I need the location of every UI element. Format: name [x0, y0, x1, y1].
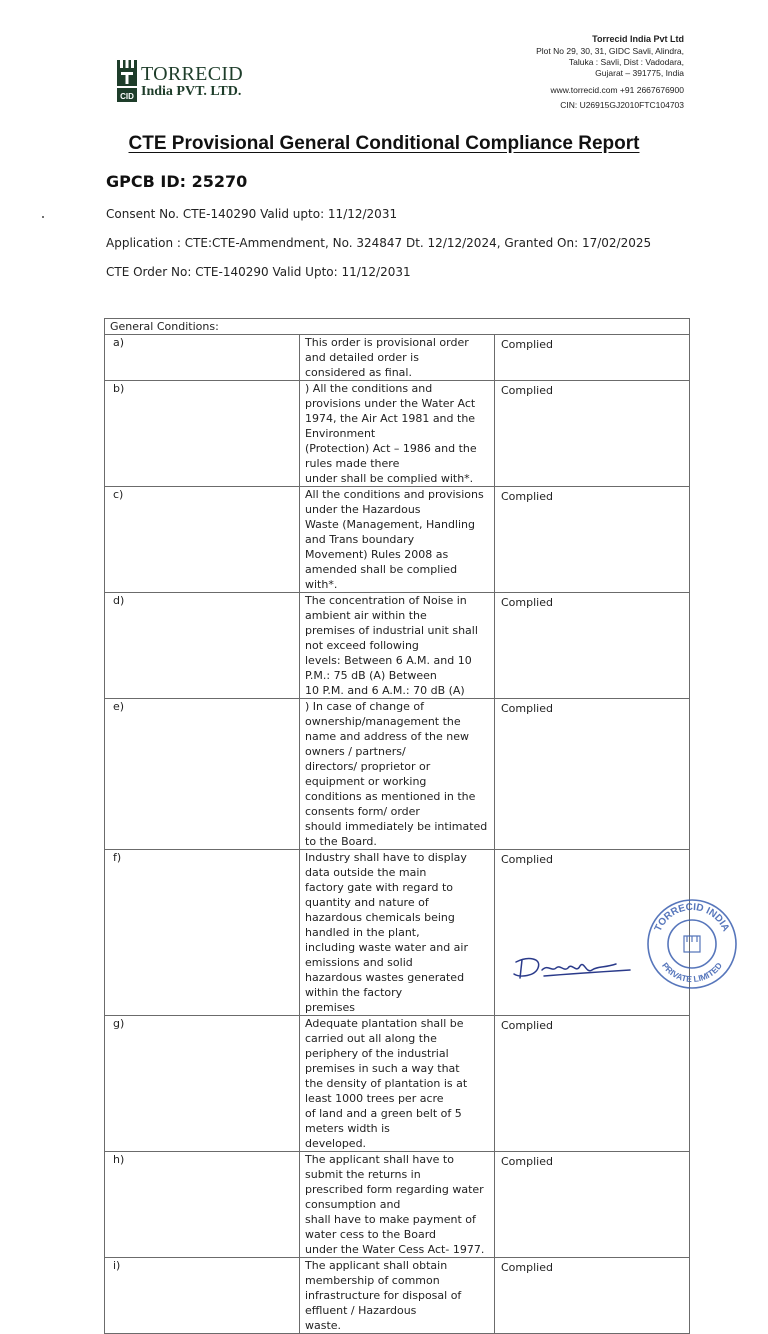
table-heading-row: [105, 319, 690, 335]
condition-id: h): [105, 1152, 300, 1258]
condition-row: [105, 381, 690, 487]
condition-text-line: waste.: [305, 1319, 342, 1332]
compliance-status: Complied: [495, 850, 690, 1016]
condition-row: [105, 1258, 690, 1334]
condition-text-line: Industry shall have to display data outside the main: [305, 851, 467, 879]
condition-text-line: premises of industrial unit shall not exceed following: [305, 624, 478, 652]
website-phone: www.torrecid.com +91 2667676900: [550, 85, 684, 95]
condition-text-line: ) In case of change of ownership/management the: [305, 700, 461, 728]
condition-text-line: hazardous chemicals being handled in the plant,: [305, 911, 455, 939]
svg-text:CID: CID: [120, 92, 134, 101]
address-line: Gujarat – 391775, India: [595, 68, 684, 78]
condition-text: [300, 1258, 495, 1334]
condition-text-line: periphery of the industrial premises in such a way that: [305, 1047, 460, 1075]
condition-text-line: infrastructure for disposal of effluent / Hazardous: [305, 1289, 462, 1317]
address-line: Plot No 29, 30, 31, GIDC Savli, Alindra,: [536, 46, 684, 56]
condition-text-line: Waste (Management, Handling and Trans boundary: [305, 518, 476, 546]
condition-text-line: developed.: [305, 1137, 367, 1150]
condition-row: [105, 335, 690, 381]
compliance-status: Complied: [495, 1016, 690, 1152]
condition-text-line: considered as final.: [305, 366, 412, 379]
condition-text-line: 10 P.M. and 6 A.M.: 70 dB (A): [305, 684, 465, 697]
condition-text-line: premises: [305, 1001, 356, 1014]
compliance-status: Complied: [495, 1258, 690, 1334]
table-heading: General Conditions:: [105, 319, 690, 335]
report-title: CTE Provisional General Conditional Compliance Report: [128, 133, 640, 154]
logo-name: TORRECID: [141, 63, 244, 85]
condition-text-line: ) All the conditions and provisions under the Water Act: [305, 382, 476, 410]
condition-row: [105, 1016, 690, 1152]
compliance-status: Complied: [495, 335, 690, 381]
condition-text-line: should immediately be intimated to the Board.: [305, 820, 488, 848]
condition-text-line: The applicant shall have to submit the returns in: [305, 1153, 454, 1181]
condition-text-line: including waste water and air emissions and solid: [305, 941, 468, 969]
condition-text-line: under shall be complied with*.: [305, 472, 474, 485]
condition-text-line: This order is provisional order and detailed order is: [305, 336, 469, 364]
condition-id: d): [105, 593, 300, 699]
condition-text-line: levels: Between 6 A.M. and 10 P.M.: 75 dB (A) Between: [305, 654, 472, 682]
condition-text: [300, 593, 495, 699]
condition-text-line: under the Water Cess Act- 1977.: [305, 1243, 485, 1256]
condition-text-line: prescribed form regarding water consumption and: [305, 1183, 484, 1211]
gpcb-id: GPCB ID: 25270: [106, 172, 248, 191]
condition-text-line: of land and a green belt of 5 meters width is: [305, 1107, 462, 1135]
compliance-status: Complied: [495, 1152, 690, 1258]
compliance-status: Complied: [495, 699, 690, 850]
cte-order-number: CTE Order No: CTE-140290 Valid Upto: 11/12/2031: [106, 265, 411, 279]
handwritten-signature: [508, 950, 638, 984]
condition-text-line: The applicant shall obtain membership of common: [305, 1259, 448, 1287]
condition-text-line: directors/ proprietor or equipment or working: [305, 760, 431, 788]
application-details: Application : CTE:CTE-Ammendment, No. 324847 Dt. 12/12/2024, Granted On: 17/02/2025: [106, 236, 652, 250]
condition-row: [105, 487, 690, 593]
condition-text-line: (Protection) Act – 1986 and the rules made there: [305, 442, 477, 470]
svg-text:PRIVATE LIMITED: PRIVATE LIMITED: [659, 960, 725, 985]
condition-text: [300, 335, 495, 381]
condition-text: [300, 850, 495, 1016]
condition-id: f): [105, 850, 300, 1016]
company-logo: [115, 58, 255, 106]
condition-text: [300, 1152, 495, 1258]
logo-subtitle: India PVT. LTD.: [141, 84, 242, 99]
company-address-block: [424, 34, 684, 111]
condition-text-line: Adequate plantation shall be carried out all along the: [305, 1017, 464, 1045]
condition-row: [105, 593, 690, 699]
condition-id: g): [105, 1016, 300, 1152]
company-name: Torrecid India Pvt Ltd: [592, 34, 684, 44]
torrecid-logo-icon: [115, 58, 139, 104]
condition-text-line: 1974, the Air Act 1981 and the Environment: [305, 412, 476, 440]
condition-row: [105, 1152, 690, 1258]
condition-text-line: with*.: [305, 578, 338, 591]
condition-text: [300, 381, 495, 487]
condition-text-line: name and address of the new owners / partners/: [305, 730, 469, 758]
compliance-status: Complied: [495, 487, 690, 593]
condition-id: c): [105, 487, 300, 593]
condition-id: a): [105, 335, 300, 381]
conditions-table: [104, 318, 690, 1334]
condition-text-line: hazardous wastes generated within the factory: [305, 971, 465, 999]
condition-id: e): [105, 699, 300, 850]
address-line: Taluka : Savli, Dist : Vadodara,: [568, 57, 684, 67]
condition-row: [105, 850, 690, 1016]
svg-text:TORRECID INDIA: TORRECID INDIA: [652, 901, 732, 934]
condition-text: [300, 1016, 495, 1152]
compliance-status: Complied: [495, 381, 690, 487]
condition-id: i): [105, 1258, 300, 1334]
condition-text-line: Movement) Rules 2008 as amended shall be complied: [305, 548, 458, 576]
condition-id: b): [105, 381, 300, 487]
condition-text: [300, 487, 495, 593]
condition-text-line: All the conditions and provisions under the Hazardous: [305, 488, 484, 516]
condition-row: [105, 699, 690, 850]
scan-speck: [42, 216, 44, 218]
company-seal-stamp: [644, 896, 740, 992]
condition-text: [300, 699, 495, 850]
consent-number: Consent No. CTE-140290 Valid upto: 11/12/2031: [106, 207, 398, 221]
condition-text-line: the density of plantation is at least 1000 trees per acre: [305, 1077, 468, 1105]
condition-text-line: factory gate with regard to quantity and nature of: [305, 881, 453, 909]
condition-text-line: shall have to make payment of water cess to the Board: [305, 1213, 476, 1241]
condition-text-line: The concentration of Noise in ambient air within the: [305, 594, 467, 622]
condition-text-line: conditions as mentioned in the consents form/ order: [305, 790, 476, 818]
cin-number: CIN: U26915GJ2010FTC104703: [560, 100, 684, 110]
compliance-status: Complied: [495, 593, 690, 699]
